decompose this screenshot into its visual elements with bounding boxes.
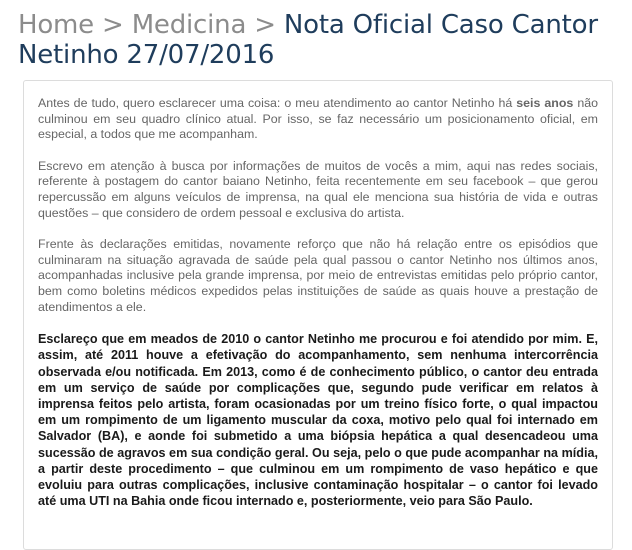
paragraph-bold-text: seis anos xyxy=(516,96,574,110)
article-paragraph-2: Escrevo em atenção à busca por informações de muitos de vocês a mim, aqui nas redes sociais, referente à postagem do cantor baiano Netinho, feita recentemente em seu facebook – que gerou repercussão em alguns veículos de imprensa, na qual ele menciona sua história de vida e outras questões – que considero de ordem pessoal e exclusiva do artista. xyxy=(38,158,598,220)
paragraph-text: não culminou em seu quadro clínico atual. Por isso, se faz necessário um posicionamento oficial, em especial, a todos que me acompanham. xyxy=(38,96,598,142)
page-title: Nota Oficial Caso Cantor Netinho 27/07/2016 xyxy=(18,10,598,70)
article-body xyxy=(38,96,598,525)
breadcrumb-section-link[interactable]: Medicina xyxy=(131,10,247,40)
article-paragraph-3: Frente às declarações emitidas, novamente reforço que não há relação entre os episódios que culminaram na situação agravada de saúde pela qual passou o cantor Netinho nos últimos anos, acompanhadas inclusive pela grande imprensa, por meio de entrevistas emitidas pelo próprio cantor, bem como boletins médicos expedidos pelas instituições de saúde as quais houve a prestação de atendimentos a ele. xyxy=(38,237,598,314)
breadcrumb-home-link[interactable]: Home xyxy=(18,10,94,40)
article-paragraph-4: Esclareço que em meados de 2010 o cantor Netinho me procurou e foi atendido por mim. E, assim, até 2011 houve a efetivação do acompanhamento, sem nenhuma intercorrência observada e/ou notificada. Em 2013, como é de conhecimento público, o cantor deu entrada em um serviço de saúde por complicações que, segundo pude verificar em relatos à imprensa feitos pelo artista, foram ocasionadas por um treino físico forte, o qual impactou em um rompimento de um ligamento muscular da coxa, motivo pelo qual foi internado em Salvador (BA), e aonde foi submetido a uma biópsia hepática a qual desencadeou uma sucessão de agravos em sua condição geral. Ou seja, pelo o que pude acompanhar na mídia, a partir deste procedimento – que culminou em um rompimento de vaso hepático e que evoluiu para outras complicações, inclusive contaminação hospitalar – o cantor foi levado até uma UTI na Bahia onde ficou internado e, posteriormente, veio para São Paulo. xyxy=(38,332,598,509)
breadcrumb xyxy=(18,10,618,70)
article-paragraph-1 xyxy=(38,96,598,143)
breadcrumb-separator: > xyxy=(246,10,284,40)
paragraph-text: Antes de tudo, quero esclarecer uma coisa: o meu atendimento ao cantor Netinho há xyxy=(38,96,517,110)
breadcrumb-separator: > xyxy=(93,10,132,40)
